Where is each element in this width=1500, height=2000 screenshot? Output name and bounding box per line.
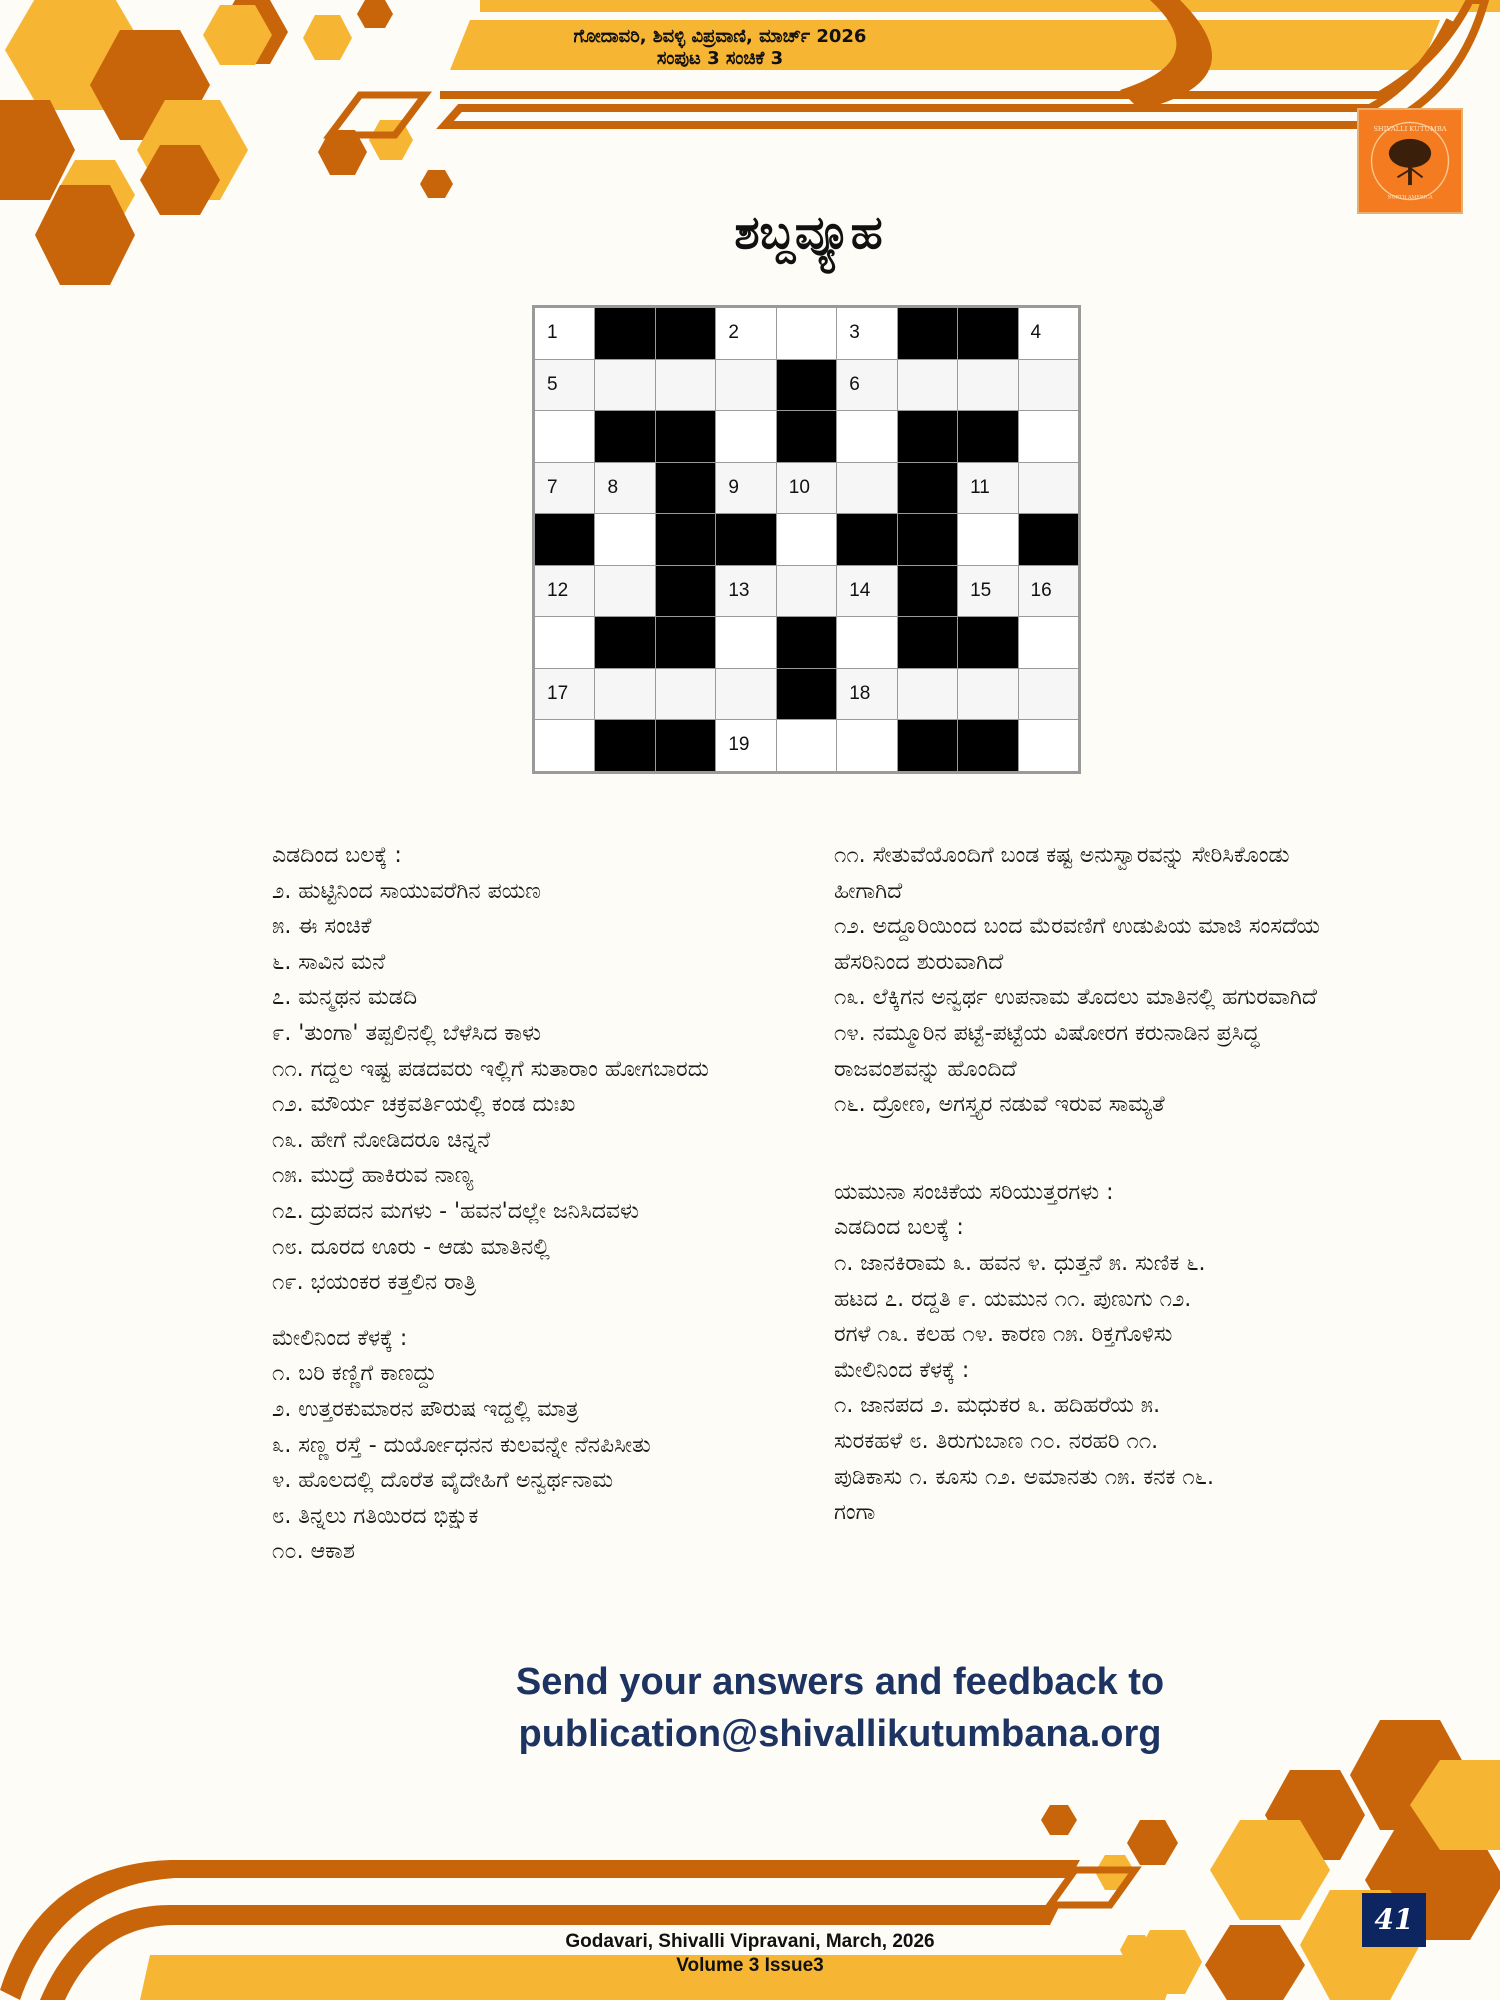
crossword-black-cell (595, 720, 654, 771)
across-heading: ಎಡದಿಂದ ಬಲಕ್ಕೆ : (272, 843, 402, 868)
crossword-cell[interactable] (958, 360, 1017, 411)
down-clue-list (272, 1356, 812, 1570)
crossword-black-cell (958, 308, 1017, 359)
feedback-text: Send your answers and feedback to (515, 1661, 1165, 1703)
crossword-cell[interactable] (656, 669, 715, 720)
answers-across-heading: ಎಡದಿಂದ ಬಲಕ್ಕೆ : (834, 1215, 964, 1241)
across-clue: ೧೨. ಮೌರ್ಯ ಚಕ್ರವರ್ತಿಯಲ್ಲಿ ಕಂಡ ದುಃಖ (272, 1092, 576, 1118)
crossword-black-cell (535, 514, 594, 565)
crossword-cell[interactable] (716, 411, 775, 462)
across-clue: ೫. ಈ ಸಂಚಿಕೆ (272, 914, 372, 940)
crossword-cell[interactable] (535, 669, 594, 720)
crossword-cell[interactable] (535, 463, 594, 514)
clue-number: 17 (547, 682, 569, 704)
answer-line: ರಗಳೆ ೧೩. ಕಲಹ ೧೪. ಕಾರಣ ೧೫. ರಿಕ್ತಗೊಳಿಸು (834, 1322, 1173, 1348)
across-clue: ೧೮. ದೂರದ ಊರು - ಆಡು ಮಾತಿನಲ್ಲಿ (272, 1234, 550, 1260)
crossword-cell[interactable] (837, 411, 896, 462)
issue-header-volume: ಸಂಪುಟ 3 ಸಂಚಿಕೆ 3 (656, 48, 784, 69)
crossword-cell[interactable] (716, 669, 775, 720)
page-number: 41 (1362, 1893, 1426, 1947)
crossword-black-cell (716, 514, 775, 565)
crossword-cell[interactable] (595, 463, 654, 514)
crossword-cell[interactable] (1019, 308, 1078, 359)
clue-number: 7 (547, 476, 558, 498)
issue-footer (500, 1930, 1000, 1978)
down-clue: ೩. ಸಣ್ಣ ರಸ್ತೆ - ದುರ್ಯೋಧನನ ಕುಲವನ್ನೇ ನೆನಪಿಸೀತು (272, 1432, 651, 1458)
crossword-black-cell (595, 617, 654, 668)
crossword-cell[interactable] (777, 566, 836, 617)
crossword-grid (532, 305, 1081, 774)
crossword-cell[interactable] (777, 463, 836, 514)
crossword-black-cell (898, 463, 957, 514)
clue-number: 18 (849, 682, 871, 704)
crossword-cell[interactable] (837, 360, 896, 411)
crossword-black-cell (595, 308, 654, 359)
down-clue: ೧೬. ದ್ರೋಣ, ಅಗಸ್ತ್ಯರ ನಡುವೆ ಇರುವ ಸಾಮ್ಯತೆ (834, 1092, 1165, 1118)
clue-number: 3 (849, 322, 860, 343)
crossword-black-cell (656, 411, 715, 462)
clue-number: 9 (728, 476, 739, 498)
answer-line: ಪುಡಿಕಾಸು ೧. ಕೂಸು ೧೨. ಅಮಾನತು ೧೫. ಕನಕ ೧೬. (834, 1464, 1214, 1490)
clue-number: 13 (728, 579, 750, 601)
across-clue: ೧೫. ಮುದ್ರೆ ಹಾಕಿರುವ ನಾಣ್ಯ (272, 1163, 474, 1189)
svg-text:NORTH AMERICA: NORTH AMERICA (1387, 195, 1433, 201)
clue-number: 1 (547, 322, 558, 343)
crossword-black-cell (656, 617, 715, 668)
crossword-cell[interactable] (777, 308, 836, 359)
across-clue: ೧೧. ಗದ್ದಲ ಇಷ್ಟ ಪಡದವರು ಇಲ್ಲಿಗೆ ಸುತಾರಾಂ ಹೋಗಬಾರದು (272, 1056, 709, 1082)
crossword-cell[interactable] (1019, 669, 1078, 720)
svg-text:SHIVALLI KUTUMBA: SHIVALLI KUTUMBA (1373, 125, 1447, 134)
answer-line: ೧. ಜಾನಕಿರಾಮ ೩. ಹವನ ೪. ಧುತ್ತನೆ ೫. ಸುಣಿಕ ೬. (834, 1250, 1206, 1276)
down-clue: ೧೧. ಸೇತುವೆಯೊಂದಿಗೆ ಬಂಡ ಕಷ್ಟ ಅನುಸ್ವಾರವನ್ನು ಸೇರಿಸಿಕೊಂಡು ಹೀಗಾಗಿದೆ (834, 843, 1290, 904)
answer-line: ಗಂಗಾ (834, 1500, 876, 1526)
crossword-black-cell (898, 566, 957, 617)
clue-number: 4 (1030, 322, 1042, 343)
crossword-black-cell (595, 411, 654, 462)
crossword-black-cell (958, 411, 1017, 462)
down-clue: ೮. ತಿನ್ನಲು ಗತಿಯಿರದ ಭಿಕ್ಷುಕ (272, 1503, 479, 1529)
crossword-black-cell (656, 463, 715, 514)
down-clue: ೧೪. ನಮ್ಮೂರಿನ ಪಟ್ಟೆ-ಪಟ್ಟೆಯ ವಿಷೋರಗ ಕರುನಾಡಿನ ಪ್ರಸಿದ್ಧ ರಾಜವಂಶವನ್ನು ಹೊಂದಿದೆ (834, 1020, 1260, 1082)
clue-number: 15 (970, 579, 992, 601)
crossword-cell[interactable] (535, 308, 594, 359)
clue-number: 6 (849, 373, 860, 395)
crossword-cell[interactable] (716, 566, 775, 617)
crossword-black-cell (898, 514, 957, 565)
crossword-black-cell (656, 566, 715, 617)
crossword-cell[interactable] (535, 360, 594, 411)
crossword-cell[interactable] (837, 463, 896, 514)
crossword-cell[interactable] (716, 308, 775, 359)
clue-number: 16 (1030, 579, 1052, 601)
across-clue: ೭. ಮನ್ಮಥನ ಮಡದಿ (272, 985, 418, 1011)
crossword-cell[interactable] (1019, 617, 1078, 668)
crossword-cell[interactable] (777, 720, 836, 771)
crossword-black-cell (958, 720, 1017, 771)
crossword-black-cell (777, 360, 836, 411)
clue-number: 14 (849, 579, 871, 601)
down-clue: ೨. ಉತ್ತರಕುಮಾರನ ಪೌರುಷ ಇದ್ದಲ್ಲಿ ಮಾತ್ರ (272, 1396, 579, 1422)
down-clue: ೧೨. ಅದ್ದೂರಿಯಿಂದ ಬಂದ ಮೆರವಣಿಗೆ ಉಡುಪಿಯ ಮಾಜಿ ಸಂಸದೆಯ ಹೆಸರಿನಿಂದ ಶುರುವಾಗಿದೆ (834, 914, 1320, 975)
shivalli-kutumba-logo (1357, 108, 1463, 214)
crossword-cell[interactable] (958, 566, 1017, 617)
across-clue: ೯. 'ತುಂಗಾ' ತಪ್ಪಲಿನಲ್ಲಿ ಬೆಳೆಸಿದ ಕಾಳು (272, 1020, 542, 1046)
crossword-cell[interactable] (535, 720, 594, 771)
crossword-cell[interactable] (535, 566, 594, 617)
answer-line: ಸುರಕಹಳೆ ೮. ತಿರುಗುಬಾಣ ೧೦. ನರಹರಿ ೧೧. (834, 1428, 1159, 1454)
crossword-cell[interactable] (1019, 720, 1078, 771)
clues-column-left (272, 838, 812, 1570)
crossword-black-cell (777, 617, 836, 668)
across-clue: ೧೯. ಭಯಂಕರ ಕತ್ತಲಿನ ರಾತ್ರಿ (272, 1270, 477, 1296)
crossword-cell[interactable] (716, 463, 775, 514)
across-clue: ೧೭. ದ್ರುಪದನ ಮಗಳು - 'ಹವನ'ದಲ್ಲೇ ಜನಿಸಿದವಳು (272, 1198, 640, 1224)
issue-header (470, 26, 970, 70)
footer-title: Godavari, Shivalli Vipravani, March, 2026 (565, 1931, 935, 1952)
crossword-cell[interactable] (535, 411, 594, 462)
down-clue: ೧೦. ಆಕಾಶ (272, 1539, 355, 1565)
clue-number: 12 (547, 579, 569, 601)
crossword-black-cell (656, 514, 715, 565)
crossword-cell[interactable] (837, 566, 896, 617)
clue-number: 19 (728, 734, 750, 756)
crossword-cell[interactable] (595, 514, 654, 565)
down-heading: ಮೇಲಿನಿಂದ ಕೆಳಕ್ಕೆ : (272, 1325, 408, 1351)
crossword-cell[interactable] (656, 360, 715, 411)
crossword-cell[interactable] (958, 669, 1017, 720)
answers-heading: ಯಮುನಾ ಸಂಚಿಕೆಯ ಸರಿಯುತ್ತರಗಳು : (834, 1179, 1114, 1205)
crossword-cell[interactable] (595, 360, 654, 411)
across-clue: ೧೩. ಹೇಗೆ ನೋಡಿದರೂ ಚಿನ್ನನೆ (272, 1127, 491, 1153)
crossword-black-cell (837, 514, 896, 565)
tree-logo-icon (1359, 110, 1461, 212)
clues-column-right (834, 838, 1354, 1531)
answers-down-heading: ಮೇಲಿನಿಂದ ಕೆಳಕ್ಕೆ : (834, 1357, 970, 1383)
crossword-cell[interactable] (958, 514, 1017, 565)
feedback-note (440, 1656, 1240, 1760)
clue-number: 11 (970, 476, 990, 498)
crossword-cell[interactable] (1019, 566, 1078, 617)
answers-down-list (834, 1388, 1354, 1530)
feedback-email: publication@shivallikutumbana.org (518, 1713, 1162, 1755)
clue-number: 10 (788, 476, 810, 498)
crossword-cell[interactable] (1019, 411, 1078, 462)
crossword-cell[interactable] (716, 617, 775, 668)
crossword-black-cell (1019, 514, 1078, 565)
page-title: ಶಬ್ದವ್ಯೂಹ (734, 205, 883, 259)
crossword-black-cell (898, 308, 957, 359)
crossword-cell[interactable] (716, 360, 775, 411)
crossword-cell[interactable] (958, 463, 1017, 514)
clue-number: 8 (607, 476, 619, 498)
crossword-cell[interactable] (837, 617, 896, 668)
crossword-black-cell (777, 669, 836, 720)
down-clue-list-continued (834, 838, 1354, 1123)
clue-number: 5 (547, 373, 558, 395)
crossword-cell[interactable] (898, 360, 957, 411)
crossword-cell[interactable] (837, 669, 896, 720)
crossword-cell[interactable] (837, 720, 896, 771)
crossword-cell[interactable] (898, 669, 957, 720)
answers-across-list (834, 1246, 1354, 1353)
crossword-black-cell (898, 411, 957, 462)
crossword-cell[interactable] (535, 617, 594, 668)
down-clue: ೧. ಬರಿ ಕಣ್ಣಿಗೆ ಕಾಣದ್ದು (272, 1361, 437, 1387)
across-clue-list (272, 874, 812, 1301)
footer-volume: Volume 3 Issue3 (676, 1955, 824, 1976)
crossword-cell[interactable] (837, 308, 896, 359)
crossword-black-cell (777, 411, 836, 462)
crossword-black-cell (958, 617, 1017, 668)
across-clue: ೨. ಹುಟ್ಟಿನಿಂದ ಸಾಯುವರೆಗಿನ ಪಯಣ (272, 878, 541, 904)
answer-line: ೧. ಜಾನಪದ ೨. ಮಧುಕರ ೩. ಹದಿಹರೆಯ ೫. (834, 1393, 1161, 1419)
crossword-cell[interactable] (1019, 360, 1078, 411)
clue-number: 2 (728, 322, 739, 343)
crossword-black-cell (656, 308, 715, 359)
crossword-cell[interactable] (595, 566, 654, 617)
crossword-black-cell (898, 720, 957, 771)
crossword-black-cell (656, 720, 715, 771)
crossword-cell[interactable] (777, 514, 836, 565)
crossword-cell[interactable] (595, 669, 654, 720)
crossword-black-cell (898, 617, 957, 668)
down-clue: ೪. ಹೊಲದಲ್ಲಿ ದೊರೆತ ವೈದೇಹಿಗೆ ಅನ್ವರ್ಥನಾಮ (272, 1468, 614, 1494)
crossword-cell[interactable] (716, 720, 775, 771)
issue-header-title: ಗೋದಾವರಿ, ಶಿವಳ್ಳಿ ವಿಪ್ರವಾಣಿ, ಮಾರ್ಚ್ 2026 (573, 26, 867, 47)
down-clue: ೧೩. ಲೆಕ್ಕಿಗನ ಅನ್ವರ್ಥ ಉಪನಾಮ ತೊದಲು ಮಾತಿನಲ್ಲಿ ಹಗುರವಾಗಿದೆ (834, 985, 1317, 1011)
crossword-cell[interactable] (1019, 463, 1078, 514)
across-clue: ೬. ಸಾವಿನ ಮನೆ (272, 949, 386, 975)
answer-line: ಹಟದ ೭. ರದ್ದತಿ ೯. ಯಮುನ ೧೧. ಪುಣುಗು ೧೨. (834, 1286, 1192, 1312)
